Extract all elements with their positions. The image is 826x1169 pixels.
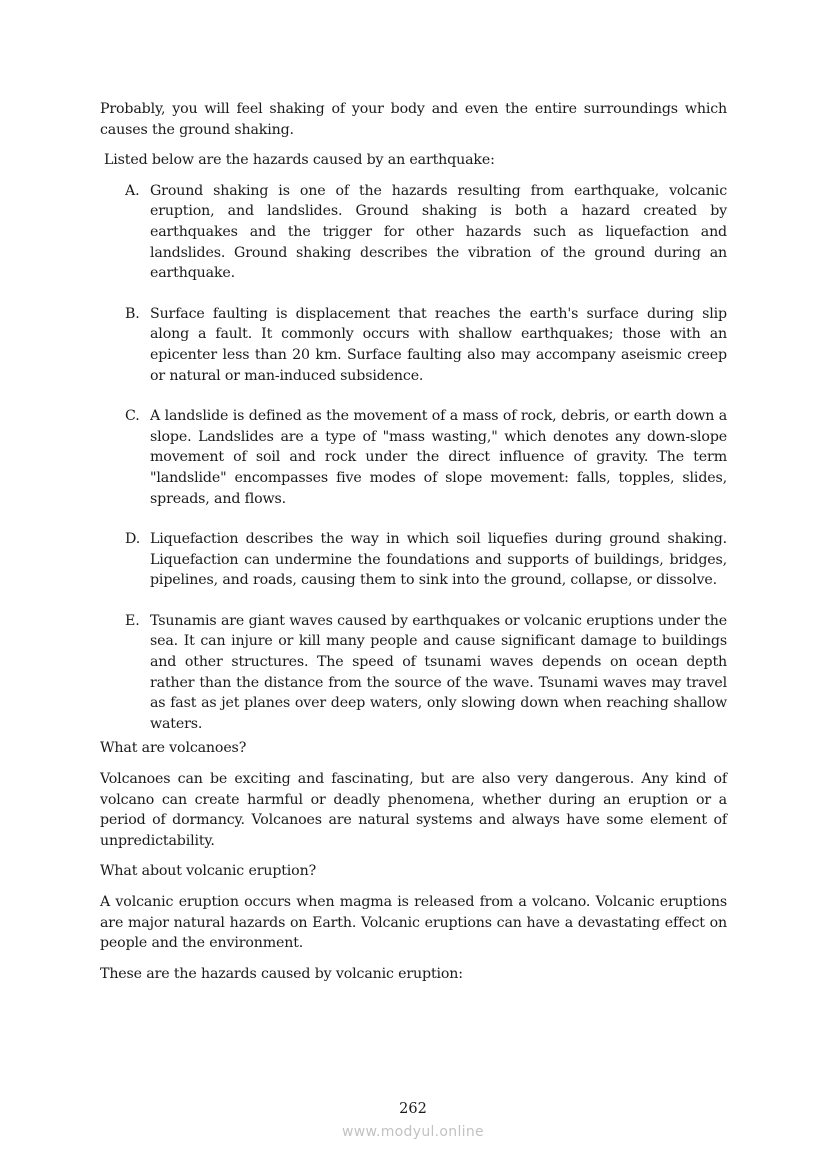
earthquake-hazards-heading: Listed below are the hazards caused by an earthquake:: [104, 152, 495, 169]
hazard-item-surface-faulting: [100, 304, 727, 386]
hazard-text: Tsunamis are giant waves caused by earthquakes or volcanic eruptions under the sea. It can injure or kill many people and cause significant damage to buildings and other structures. The speed of tsunami waves depends on ocean depth rather than the distance from the source of the wave. Tsunami waves may travel as fast as jet planes over deep waters, only slowing down when reaching shallow waters.: [150, 612, 727, 732]
eruption-question: What about volcanic eruption?: [100, 863, 317, 880]
watermark-url: www.modyul.online: [342, 1124, 484, 1140]
hazard-text: Surface faulting is displacement that reaches the earth's surface during slip along a fault. It commonly occurs with shallow earthquakes; those with an epicenter less than 20 km. Surface faulting also may accompany aseismic creep or natural or man-induced subsidence.: [150, 305, 727, 384]
list-marker: B.: [125, 305, 140, 322]
earthquake-hazards-list: [100, 181, 727, 735]
hazard-item-liquefaction: [100, 529, 727, 591]
volcanoes-question: What are volcanoes?: [100, 740, 247, 757]
volcanoes-answer: Volcanoes can be exciting and fascinating, but are also very dangerous. Any kind of volcano can create harmful or deadly phenomena, whether during an eruption or a period of dormancy. Volcanoes are natural systems and always have some element of unpredictability.: [100, 771, 727, 849]
document-page: [100, 99, 727, 994]
list-marker: A.: [125, 182, 140, 199]
volcanic-hazards-heading: These are the hazards caused by volcanic eruption:: [100, 965, 463, 982]
hazard-item-ground-shaking: [100, 181, 727, 284]
list-marker: C.: [125, 408, 140, 425]
hazard-item-landslide: [100, 406, 727, 509]
hazard-item-tsunami: [100, 611, 727, 735]
intro-paragraph: Probably, you will feel shaking of your body and even the entire surroundings which causes the ground shaking.: [100, 101, 727, 138]
list-marker: D.: [125, 531, 141, 548]
hazard-text: Ground shaking is one of the hazards resulting from earthquake, volcanic eruption, and landslides. Ground shaking is both a hazard created by earthquakes and the trigger for other hazards such as liquefaction and landslides. Ground shaking describes the vibration of the ground during an earthquake.: [150, 182, 727, 282]
hazard-text: A landslide is defined as the movement of a mass of rock, debris, or earth down a slope. Landslides are a type of "mass wasting," which denotes any down-slope movement of soil and rock under the direct influence of gravity. The term "landslide" encompasses five modes of slope movement: falls, topples, slides, spreads, and flows.: [150, 408, 727, 507]
hazard-text: Liquefaction describes the way in which soil liquefies during ground shaking. Liquefaction can undermine the foundations and supports of buildings, bridges, pipelines, and roads, causing them to sink into the ground, collapse, or dissolve.: [150, 531, 727, 589]
list-marker: E.: [125, 612, 140, 629]
page-number: 262: [399, 1101, 427, 1117]
eruption-answer: A volcanic eruption occurs when magma is released from a volcano. Volcanic eruptions are major natural hazards on Earth. Volcanic eruptions can have a devastating effect on people and the environment.: [100, 894, 727, 952]
